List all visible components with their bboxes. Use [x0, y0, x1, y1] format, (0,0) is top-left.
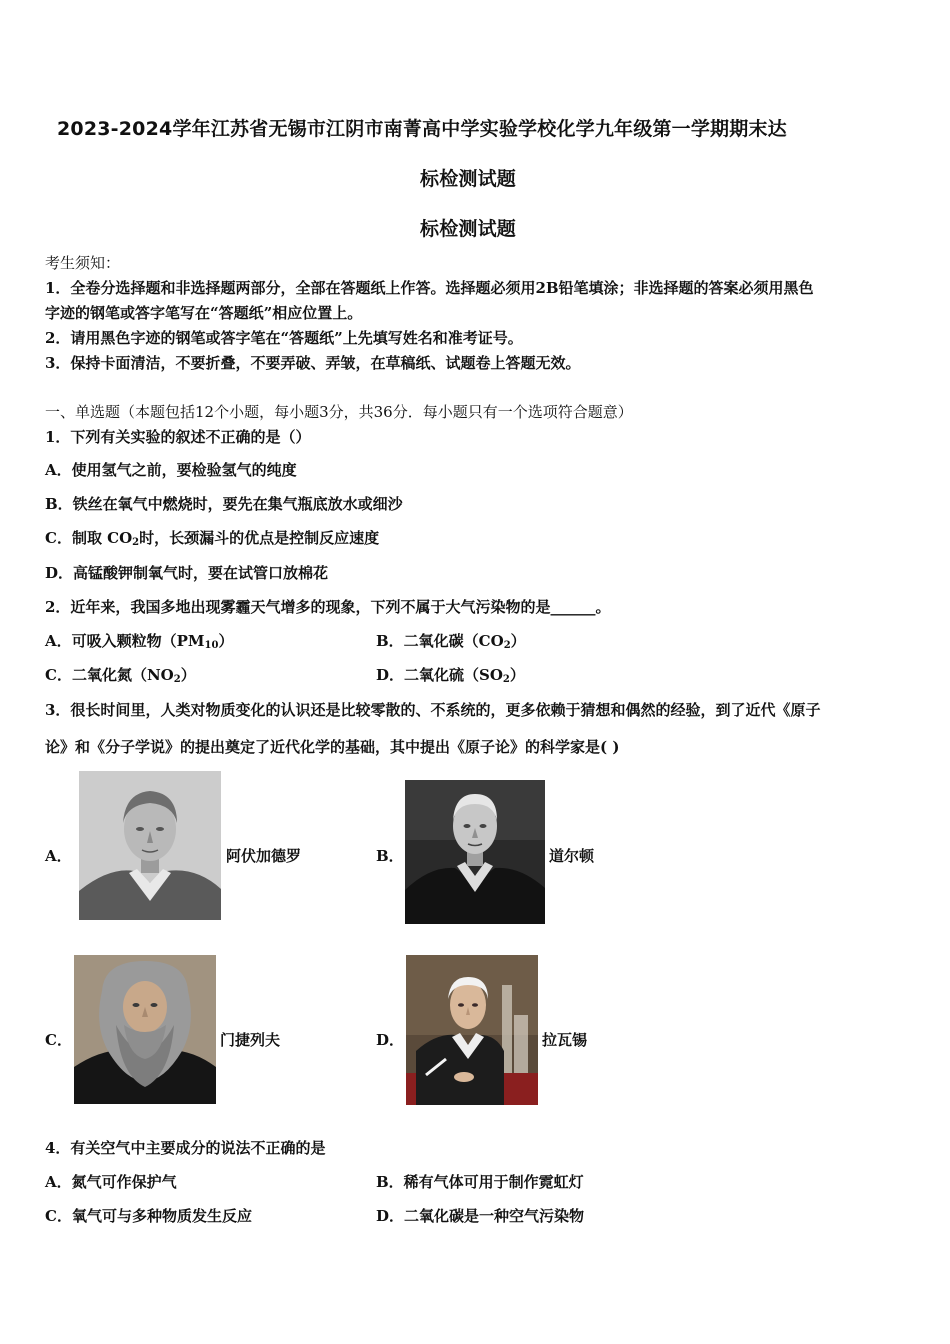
exam-title-line1: 2023-2024学年江苏省无锡市江阴市南菁高中学实验学校化学九年级第一学期期末达: [57, 118, 787, 140]
q4-option-a: A．氮气可作保护气: [45, 1173, 177, 1191]
q4-option-d: D．二氧化碳是一种空气污染物: [376, 1207, 585, 1225]
q2-stem: 2．近年来，我国多地出现雾霾天气增多的现象，下列不属于大气污染物的是______。: [45, 598, 611, 616]
q3-stem-line1: 3．很长时间里，人类对物质变化的认识还是比较零散的、不系统的，更多依赖于猜想和偶然的经验，到了近代《原子: [45, 701, 821, 719]
q2-option-b: B．二氧化碳$(CO_2)$: [376, 632, 526, 651]
notice-item-2: 2．请用黑色字迹的钢笔或答字笔在“答题纸”上先填写姓名和准考证号。: [45, 329, 523, 347]
q2-option-d: D．二氧化硫$(SO_2)$: [376, 666, 525, 685]
q4-stem: 4．有关空气中主要成分的说法不正确的是: [45, 1139, 326, 1157]
q3-option-a-letter: A．: [45, 847, 72, 865]
q3-option-b-letter: B．: [376, 847, 404, 865]
q3-option-a-portrait: [79, 771, 221, 920]
notice-item-1a: 1．全卷分选择题和非选择题两部分，全部在答题纸上作答。选择题必须用2B铅笔填涂；非选择题的答案必须用黑色: [45, 279, 814, 297]
q4-option-c: C．氧气可与多种物质发生反应: [45, 1207, 252, 1225]
section-heading: 一、单选题（本题包括12个小题，每小题3分，共36分．每小题只有一个选项符合题意）: [45, 403, 633, 421]
q3-option-d-name: 拉瓦锡: [542, 1031, 588, 1049]
q1-option-c: C．制取 $CO_2$时，长颈漏斗的优点是控制反应速度: [45, 529, 380, 548]
notice-item-1b: 字迹的钢笔或答字笔写在“答题纸”相应位置上。: [45, 304, 363, 322]
q3-option-b-name: 道尔顿: [549, 847, 595, 865]
exam-title-line3: 标检测试题: [420, 218, 517, 240]
q3-option-c-letter: C．: [45, 1031, 72, 1049]
q4-option-b: B．稀有气体可用于制作霓虹灯: [376, 1173, 584, 1191]
q3-option-c-portrait: [74, 955, 216, 1104]
q3-option-b-portrait: [405, 780, 545, 924]
notice-item-3: 3．保持卡面清洁，不要折叠，不要弄破、弄皱，在草稿纸、试题卷上答题无效。: [45, 354, 581, 372]
notice-heading: 考生须知：: [45, 254, 121, 272]
q1-stem: 1．下列有关实验的叙述不正确的是（）: [45, 428, 311, 446]
q2-option-a: A．可吸入颗粒物$(PM_{10})$: [45, 632, 234, 651]
q3-option-d-portrait: [406, 955, 538, 1105]
q3-option-d-letter: D．: [376, 1031, 405, 1049]
exam-title-line2: 标检测试题: [420, 168, 517, 190]
q3-option-a-name: 阿伏加德罗: [226, 847, 302, 865]
q2-option-c: C．二氧化氮$(NO_2)$: [45, 666, 196, 685]
q3-stem-line2: 论》和《分子学说》的提出奠定了近代化学的基础，其中提出《原子论》的科学家是( ): [45, 738, 620, 756]
q1-option-d: D．高锰酸钾制氧气时，要在试管口放棉花: [45, 564, 329, 582]
q1-option-b: B．铁丝在氧气中燃烧时，要先在集气瓶底放水或细沙: [45, 495, 403, 513]
q3-option-c-name: 门捷列夫: [220, 1031, 281, 1049]
q1-option-a: A．使用氢气之前，要检验氢气的纯度: [45, 461, 297, 479]
